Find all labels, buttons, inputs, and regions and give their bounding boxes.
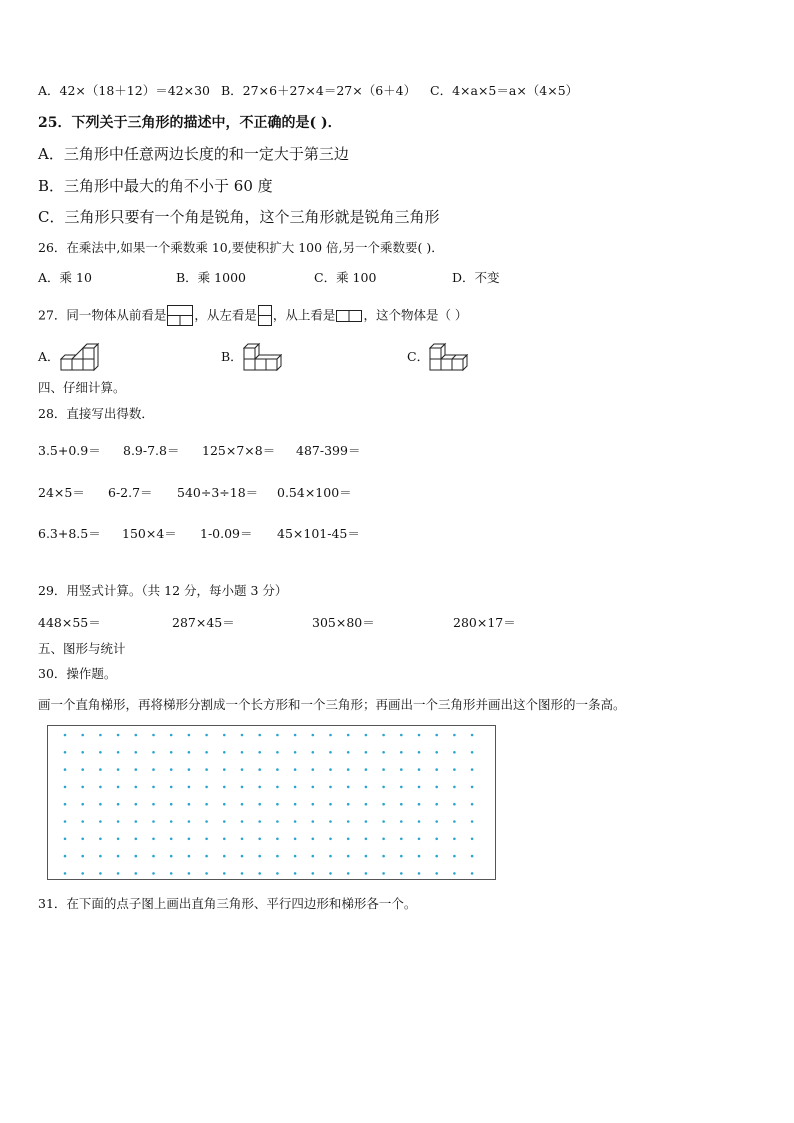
grid-dot: [329, 838, 332, 841]
grid-dot: [453, 803, 456, 806]
grid-dot: [382, 786, 385, 789]
grid-dot: [81, 872, 84, 875]
grid-dot: [276, 855, 279, 858]
grid-dot: [135, 838, 138, 841]
grid-dot: [400, 751, 403, 754]
grid-dot: [435, 838, 438, 841]
grid-dot: [64, 734, 67, 737]
grid-dot: [382, 734, 385, 737]
q28-r3-c3: 1-0.09＝: [200, 526, 253, 541]
grid-dot: [81, 838, 84, 841]
grid-dot: [418, 872, 421, 875]
section-4-heading: 四、仔细计算。: [38, 380, 126, 395]
grid-dot: [205, 855, 208, 858]
grid-dot: [294, 768, 297, 771]
grid-dot: [329, 768, 332, 771]
grid-dot: [135, 734, 138, 737]
grid-dot: [99, 820, 102, 823]
grid-dot: [170, 734, 173, 737]
grid-dot: [81, 768, 84, 771]
grid-dot: [117, 838, 120, 841]
grid-dot: [329, 803, 332, 806]
grid-dot: [241, 768, 244, 771]
grid-dot: [276, 872, 279, 875]
q27-part2: ，从左看是: [194, 307, 257, 323]
left-view-icon: [258, 305, 272, 327]
q26-stem: 26．在乘法中,如果一个乘数乘 10,要使积扩大 100 倍,另一个乘数要( )．: [38, 240, 444, 255]
q25-option-b: B．三角形中最大的角不小于 60 度: [38, 177, 273, 195]
grid-dot: [170, 820, 173, 823]
grid-dot: [329, 820, 332, 823]
grid-dot: [312, 734, 315, 737]
grid-dot: [453, 872, 456, 875]
grid-dot: [347, 838, 350, 841]
q28-r1-c4: 487-399＝: [296, 443, 361, 458]
q29-item-1: 448×55＝: [38, 615, 101, 630]
grid-dot: [99, 734, 102, 737]
grid-dot: [312, 803, 315, 806]
grid-dot: [205, 838, 208, 841]
grid-dot: [135, 786, 138, 789]
q27-option-c: C．: [407, 349, 430, 364]
grid-dot: [453, 855, 456, 858]
grid-dot: [258, 838, 261, 841]
grid-dot: [276, 734, 279, 737]
q27-option-a: A．: [38, 349, 60, 364]
grid-dot: [347, 872, 350, 875]
q26-option-c: C．乘 100: [314, 270, 377, 285]
grid-dot: [453, 768, 456, 771]
q25-option-a: A．三角形中任意两边长度的和一定大于第三边: [38, 145, 349, 163]
grid-dot: [170, 855, 173, 858]
grid-dot: [312, 838, 315, 841]
grid-dot: [152, 786, 155, 789]
grid-dot: [188, 786, 191, 789]
grid-dot: [435, 751, 438, 754]
grid-dot: [294, 872, 297, 875]
grid-dot: [81, 786, 84, 789]
grid-dot: [64, 838, 67, 841]
grid-dot: [329, 786, 332, 789]
grid-dot: [64, 820, 67, 823]
grid-dot: [294, 855, 297, 858]
grid-dot: [471, 734, 474, 737]
grid-dot: [152, 803, 155, 806]
grid-dot: [453, 786, 456, 789]
grid-dot: [188, 734, 191, 737]
q28-r1-c3: 125×7×8＝: [202, 443, 276, 458]
grid-dot: [188, 820, 191, 823]
q28-r2-c4: 0.54×100＝: [277, 485, 352, 500]
grid-dot: [347, 786, 350, 789]
grid-dot: [365, 855, 368, 858]
grid-dot: [347, 855, 350, 858]
grid-dot: [365, 786, 368, 789]
grid-dot: [418, 768, 421, 771]
grid-dot: [276, 751, 279, 754]
q30-instruction: 画一个直角梯形，再将梯形分割成一个长方形和一个三角形；再画出一个三角形并画出这个图形的一条高。: [38, 697, 626, 712]
grid-dot: [312, 855, 315, 858]
grid-dot: [471, 803, 474, 806]
grid-dot: [471, 872, 474, 875]
grid-dot: [135, 768, 138, 771]
dot-grid-panel[interactable]: [47, 725, 496, 880]
grid-dot: [400, 838, 403, 841]
grid-dot: [471, 838, 474, 841]
grid-dot: [276, 768, 279, 771]
grid-dot: [135, 751, 138, 754]
grid-dot: [223, 734, 226, 737]
grid-dot: [294, 820, 297, 823]
grid-dot: [294, 734, 297, 737]
grid-dot: [117, 751, 120, 754]
grid-dot: [258, 734, 261, 737]
q28-r3-c2: 150×4＝: [122, 526, 177, 541]
grid-dot: [258, 820, 261, 823]
q28-r1-c2: 8.9-7.8＝: [123, 443, 180, 458]
grid-dot: [81, 855, 84, 858]
grid-dot: [241, 838, 244, 841]
grid-dot: [117, 803, 120, 806]
grid-dot: [152, 734, 155, 737]
grid-dot: [365, 734, 368, 737]
grid-dot: [152, 751, 155, 754]
grid-dot: [205, 734, 208, 737]
grid-dot: [258, 768, 261, 771]
grid-dot: [99, 803, 102, 806]
grid-dot: [99, 786, 102, 789]
q28-stem: 28．直接写出得数．: [38, 406, 154, 421]
grid-dot: [418, 838, 421, 841]
grid-dot: [99, 872, 102, 875]
grid-dot: [64, 786, 67, 789]
grid-dot: [223, 820, 226, 823]
grid-dot: [453, 751, 456, 754]
q27-stem: [38, 305, 467, 327]
grid-dot: [241, 872, 244, 875]
grid-dot: [435, 786, 438, 789]
grid-dot: [471, 855, 474, 858]
grid-dot: [471, 768, 474, 771]
grid-dot: [117, 786, 120, 789]
grid-dot: [241, 803, 244, 806]
grid-dot: [241, 734, 244, 737]
grid-dot: [294, 751, 297, 754]
grid-dot: [223, 768, 226, 771]
grid-dot: [418, 751, 421, 754]
q28-r1-c1: 3.5+0.9＝: [38, 443, 101, 458]
grid-dot: [170, 803, 173, 806]
grid-dot: [471, 786, 474, 789]
grid-dot: [117, 820, 120, 823]
grid-dot: [241, 751, 244, 754]
grid-dot: [365, 751, 368, 754]
q26-option-d: D．不变: [452, 270, 500, 285]
grid-dot: [400, 786, 403, 789]
grid-dot: [81, 751, 84, 754]
grid-dot: [329, 751, 332, 754]
q25-stem: 25．下列关于三角形的描述中，不正确的是( )．: [38, 115, 342, 131]
grid-dot: [276, 786, 279, 789]
grid-dot: [382, 872, 385, 875]
grid-dot: [135, 803, 138, 806]
q27-part1: 27．同一物体从前看是: [38, 307, 167, 323]
q26-option-b: B．乘 1000: [176, 270, 246, 285]
grid-dot: [294, 838, 297, 841]
grid-dot: [312, 872, 315, 875]
grid-dot: [418, 734, 421, 737]
grid-dot: [205, 751, 208, 754]
grid-dot: [418, 786, 421, 789]
grid-dot: [135, 820, 138, 823]
grid-dot: [64, 872, 67, 875]
grid-dot: [400, 768, 403, 771]
grid-dot: [81, 803, 84, 806]
grid-dot: [152, 820, 155, 823]
grid-dot: [258, 751, 261, 754]
cube-stack-b-icon: [243, 340, 289, 372]
grid-dot: [294, 786, 297, 789]
grid-dot: [170, 872, 173, 875]
grid-dot: [241, 820, 244, 823]
grid-dot: [223, 838, 226, 841]
grid-dot: [435, 855, 438, 858]
grid-dot: [152, 768, 155, 771]
grid-dot: [382, 751, 385, 754]
grid-dot: [453, 820, 456, 823]
grid-dot: [188, 855, 191, 858]
grid-dot: [188, 751, 191, 754]
grid-dot: [435, 803, 438, 806]
grid-dot: [435, 768, 438, 771]
q30-stem: 30．操作题。: [38, 666, 117, 681]
grid-dot: [223, 751, 226, 754]
grid-dot: [223, 786, 226, 789]
grid-dot: [258, 855, 261, 858]
grid-dot: [435, 872, 438, 875]
grid-dot: [64, 751, 67, 754]
grid-dot: [312, 751, 315, 754]
grid-dot: [435, 734, 438, 737]
front-view-icon: [167, 305, 193, 327]
grid-dot: [81, 820, 84, 823]
q26-option-a: A．乘 10: [38, 270, 92, 285]
dot-grid: [48, 726, 497, 881]
grid-dot: [312, 786, 315, 789]
q28-r2-c2: 6-2.7＝: [108, 485, 153, 500]
grid-dot: [382, 803, 385, 806]
grid-dot: [382, 820, 385, 823]
grid-dot: [365, 803, 368, 806]
grid-dot: [347, 803, 350, 806]
grid-dot: [347, 734, 350, 737]
grid-dot: [312, 820, 315, 823]
grid-dot: [329, 855, 332, 858]
grid-dot: [382, 838, 385, 841]
grid-dot: [188, 768, 191, 771]
q27-option-b: B．: [221, 349, 243, 364]
grid-dot: [453, 838, 456, 841]
grid-dot: [276, 820, 279, 823]
q24-option-b: B．27×6＋27×4＝27×（6＋4）: [221, 83, 417, 98]
grid-dot: [188, 872, 191, 875]
grid-dot: [258, 872, 261, 875]
grid-dot: [152, 838, 155, 841]
grid-dot: [205, 768, 208, 771]
grid-dot: [64, 803, 67, 806]
grid-dot: [64, 855, 67, 858]
grid-dot: [170, 786, 173, 789]
grid-dot: [312, 768, 315, 771]
grid-dot: [241, 855, 244, 858]
grid-dot: [400, 820, 403, 823]
cube-stack-a-icon: [60, 340, 100, 372]
grid-dot: [258, 803, 261, 806]
grid-dot: [347, 820, 350, 823]
q27-part4: ，这个物体是（ ）: [363, 307, 468, 323]
grid-dot: [135, 855, 138, 858]
grid-dot: [64, 768, 67, 771]
grid-dot: [329, 734, 332, 737]
top-view-icon: [336, 310, 362, 322]
grid-dot: [188, 803, 191, 806]
grid-dot: [471, 820, 474, 823]
grid-dot: [99, 751, 102, 754]
q28-r3-c1: 6.3+8.5＝: [38, 526, 101, 541]
q24-option-c: C．4×a×5＝a×（4×5）: [430, 83, 579, 98]
grid-dot: [152, 855, 155, 858]
q28-r3-c4: 45×101-45＝: [277, 526, 360, 541]
grid-dot: [135, 872, 138, 875]
grid-dot: [365, 838, 368, 841]
grid-dot: [365, 768, 368, 771]
grid-dot: [188, 838, 191, 841]
grid-dot: [223, 872, 226, 875]
grid-dot: [276, 803, 279, 806]
grid-dot: [347, 768, 350, 771]
grid-dot: [117, 855, 120, 858]
grid-dot: [241, 786, 244, 789]
q29-item-4: 280×17＝: [453, 615, 516, 630]
grid-dot: [170, 768, 173, 771]
cube-stack-c-icon: [429, 340, 469, 372]
grid-dot: [99, 768, 102, 771]
grid-dot: [453, 734, 456, 737]
grid-dot: [205, 786, 208, 789]
grid-dot: [205, 872, 208, 875]
grid-dot: [170, 838, 173, 841]
grid-dot: [99, 838, 102, 841]
grid-dot: [418, 855, 421, 858]
grid-dot: [205, 820, 208, 823]
grid-dot: [170, 751, 173, 754]
q29-stem: 29．用竖式计算。（共 12 分，每小题 3 分）: [38, 583, 288, 598]
q28-r2-c3: 540÷3÷18＝: [177, 485, 259, 500]
grid-dot: [347, 751, 350, 754]
q29-item-2: 287×45＝: [172, 615, 235, 630]
grid-dot: [382, 768, 385, 771]
q24-option-a: A．42×（18＋12）＝42×30: [38, 83, 211, 98]
grid-dot: [117, 768, 120, 771]
grid-dot: [81, 734, 84, 737]
grid-dot: [418, 803, 421, 806]
grid-dot: [258, 786, 261, 789]
grid-dot: [223, 855, 226, 858]
q31-stem: 31．在下面的点子图上画出直角三角形、平行四边形和梯形各一个。: [38, 896, 417, 911]
grid-dot: [400, 855, 403, 858]
grid-dot: [365, 872, 368, 875]
q25-option-c: C．三角形只要有一个角是锐角，这个三角形就是锐角三角形: [38, 208, 440, 226]
grid-dot: [400, 803, 403, 806]
grid-dot: [99, 855, 102, 858]
q27-part3: ，从上看是: [272, 307, 336, 323]
grid-dot: [400, 734, 403, 737]
grid-dot: [117, 734, 120, 737]
q29-item-3: 305×80＝: [312, 615, 375, 630]
section-5-heading: 五、图形与统计: [38, 641, 126, 656]
grid-dot: [117, 872, 120, 875]
grid-dot: [418, 820, 421, 823]
grid-dot: [365, 820, 368, 823]
grid-dot: [294, 803, 297, 806]
grid-dot: [276, 838, 279, 841]
grid-dot: [152, 872, 155, 875]
grid-dot: [382, 855, 385, 858]
grid-dot: [435, 820, 438, 823]
grid-dot: [329, 872, 332, 875]
grid-dot: [471, 751, 474, 754]
grid-dot: [223, 803, 226, 806]
grid-dot: [205, 803, 208, 806]
grid-dot: [400, 872, 403, 875]
q28-r2-c1: 24×5＝: [38, 485, 85, 500]
